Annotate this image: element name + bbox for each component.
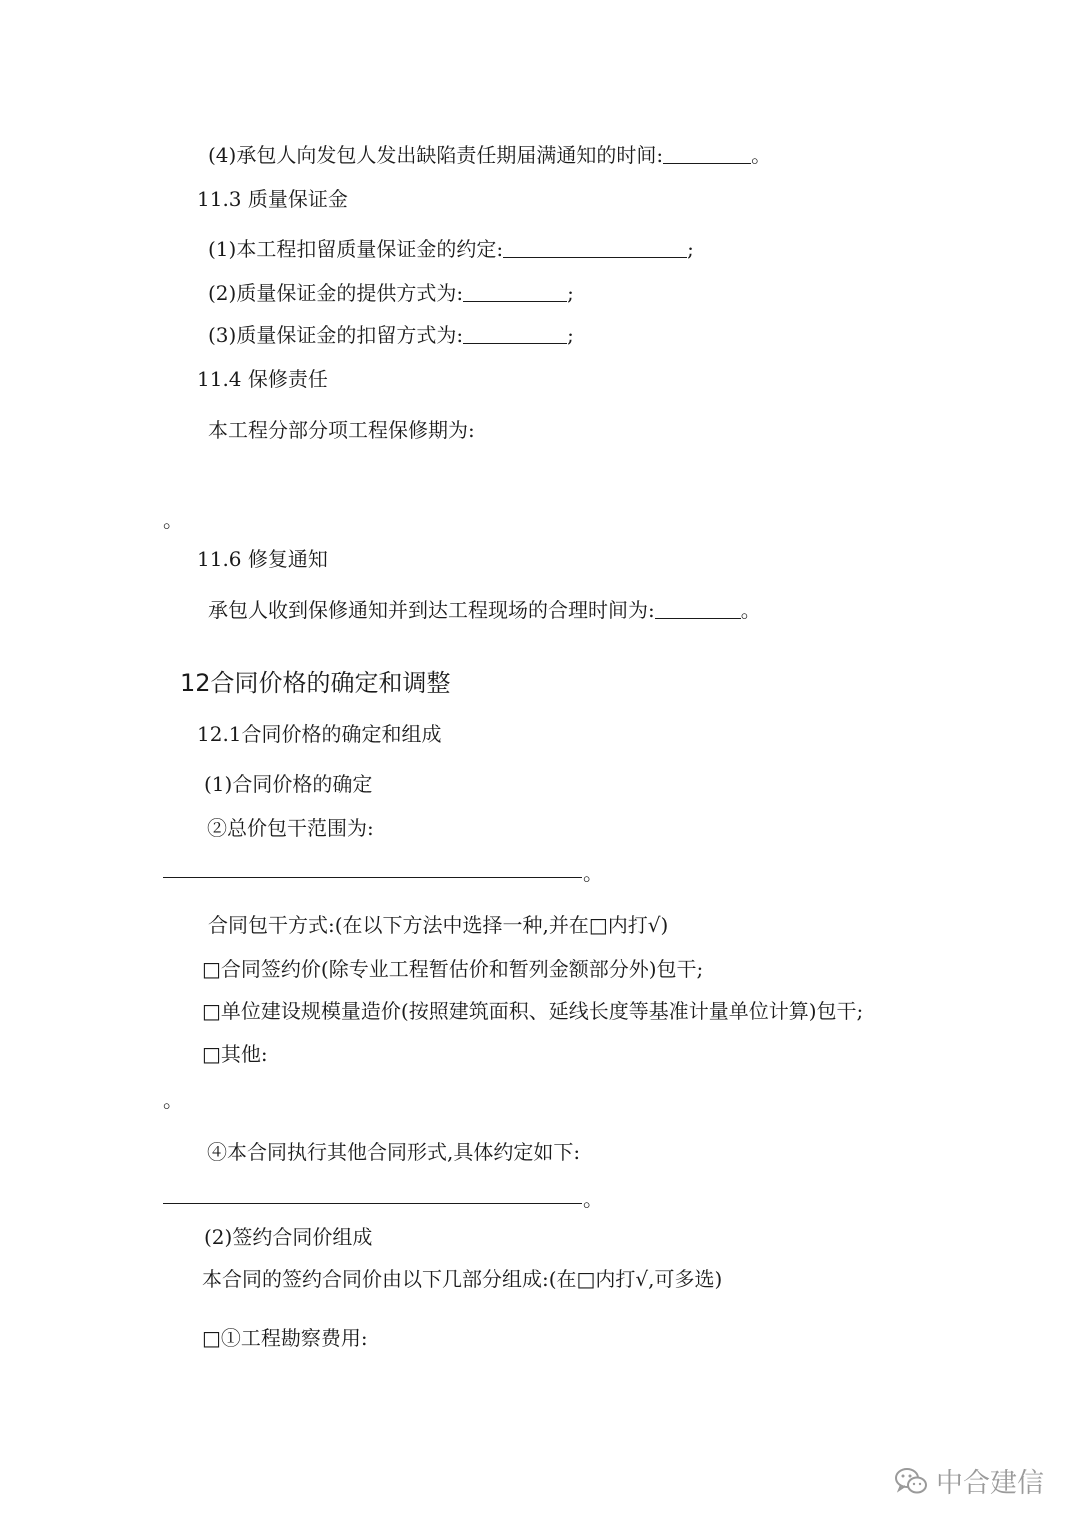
retention-agreement-line (208, 236, 694, 262)
price-composition-text: 本合同的签约合同价由以下几部分组成:(在□内打√,可多选) (202, 1267, 723, 1291)
wechat-icon (894, 1466, 928, 1496)
blank-field[interactable] (655, 598, 741, 619)
other-contract-form-text: ④本合同执行其他合同形式,具体约定如下: (207, 1140, 581, 1164)
blank-field[interactable] (503, 237, 687, 258)
section-11-4-heading: 11.4 保修责任 (197, 367, 328, 391)
lump-sum-scope-text: ②总价包干范围为: (207, 816, 374, 840)
price-composition-heading: (2)签约合同价组成 (204, 1225, 373, 1249)
warranty-period-text: 本工程分部分项工程保修期为: (208, 418, 475, 442)
semicolon-mark: ; (567, 281, 574, 305)
blank-field[interactable] (163, 1203, 582, 1204)
retention-provision-label: (2)质量保证金的提供方式为: (208, 281, 464, 305)
option-other[interactable]: □其他: (202, 1042, 268, 1066)
watermark-text: 中合建信 (936, 1468, 1044, 1499)
period-mark: 。 (583, 1187, 603, 1211)
semicolon-mark: ; (567, 323, 574, 347)
section-11-3-heading: 11.3 质量保证金 (197, 187, 348, 211)
survey-fee-item[interactable]: □①工程勘察费用: (202, 1326, 368, 1350)
section-11-6-heading: 11.6 修复通知 (197, 547, 328, 571)
period-mark: 。 (740, 598, 761, 622)
blank-field[interactable] (663, 143, 751, 164)
notice-period-label: (4)承包人向发包人发出缺陷责任期届满通知的时间: (208, 143, 664, 167)
semicolon-mark: ; (687, 237, 694, 261)
retention-agreement-label: (1)本工程扣留质量保证金的约定: (208, 237, 504, 261)
watermark (894, 1461, 1044, 1500)
period-mark: 。 (751, 143, 772, 167)
blank-field[interactable] (463, 281, 567, 302)
blank-field[interactable] (163, 877, 582, 878)
repair-notice-label: 承包人收到保修通知并到达工程现场的合理时间为: (208, 598, 655, 622)
retention-withholding-line (208, 322, 574, 348)
option-contract-price[interactable]: □合同签约价(除专业工程暂估价和暂列金额部分外)包干; (202, 957, 704, 981)
option-unit-cost[interactable]: □单位建设规模量造价(按照建筑面积、延线长度等基准计量单位计算)包干; (202, 999, 864, 1023)
repair-notice-line (208, 597, 761, 623)
period-mark: 。 (163, 508, 183, 532)
lump-sum-method-text: 合同包干方式:(在以下方法中选择一种,并在□内打√) (208, 913, 669, 937)
retention-withholding-label: (3)质量保证金的扣留方式为: (208, 323, 464, 347)
notice-period-line (208, 142, 771, 168)
section-12-heading: 12合同价格的确定和调整 (180, 669, 451, 697)
retention-provision-line (208, 280, 574, 306)
period-mark: 。 (583, 861, 603, 885)
price-determination-heading: (1)合同价格的确定 (204, 772, 373, 796)
section-12-1-heading: 12.1合同价格的确定和组成 (197, 722, 442, 746)
period-mark: 。 (163, 1088, 183, 1112)
blank-field[interactable] (463, 323, 567, 344)
